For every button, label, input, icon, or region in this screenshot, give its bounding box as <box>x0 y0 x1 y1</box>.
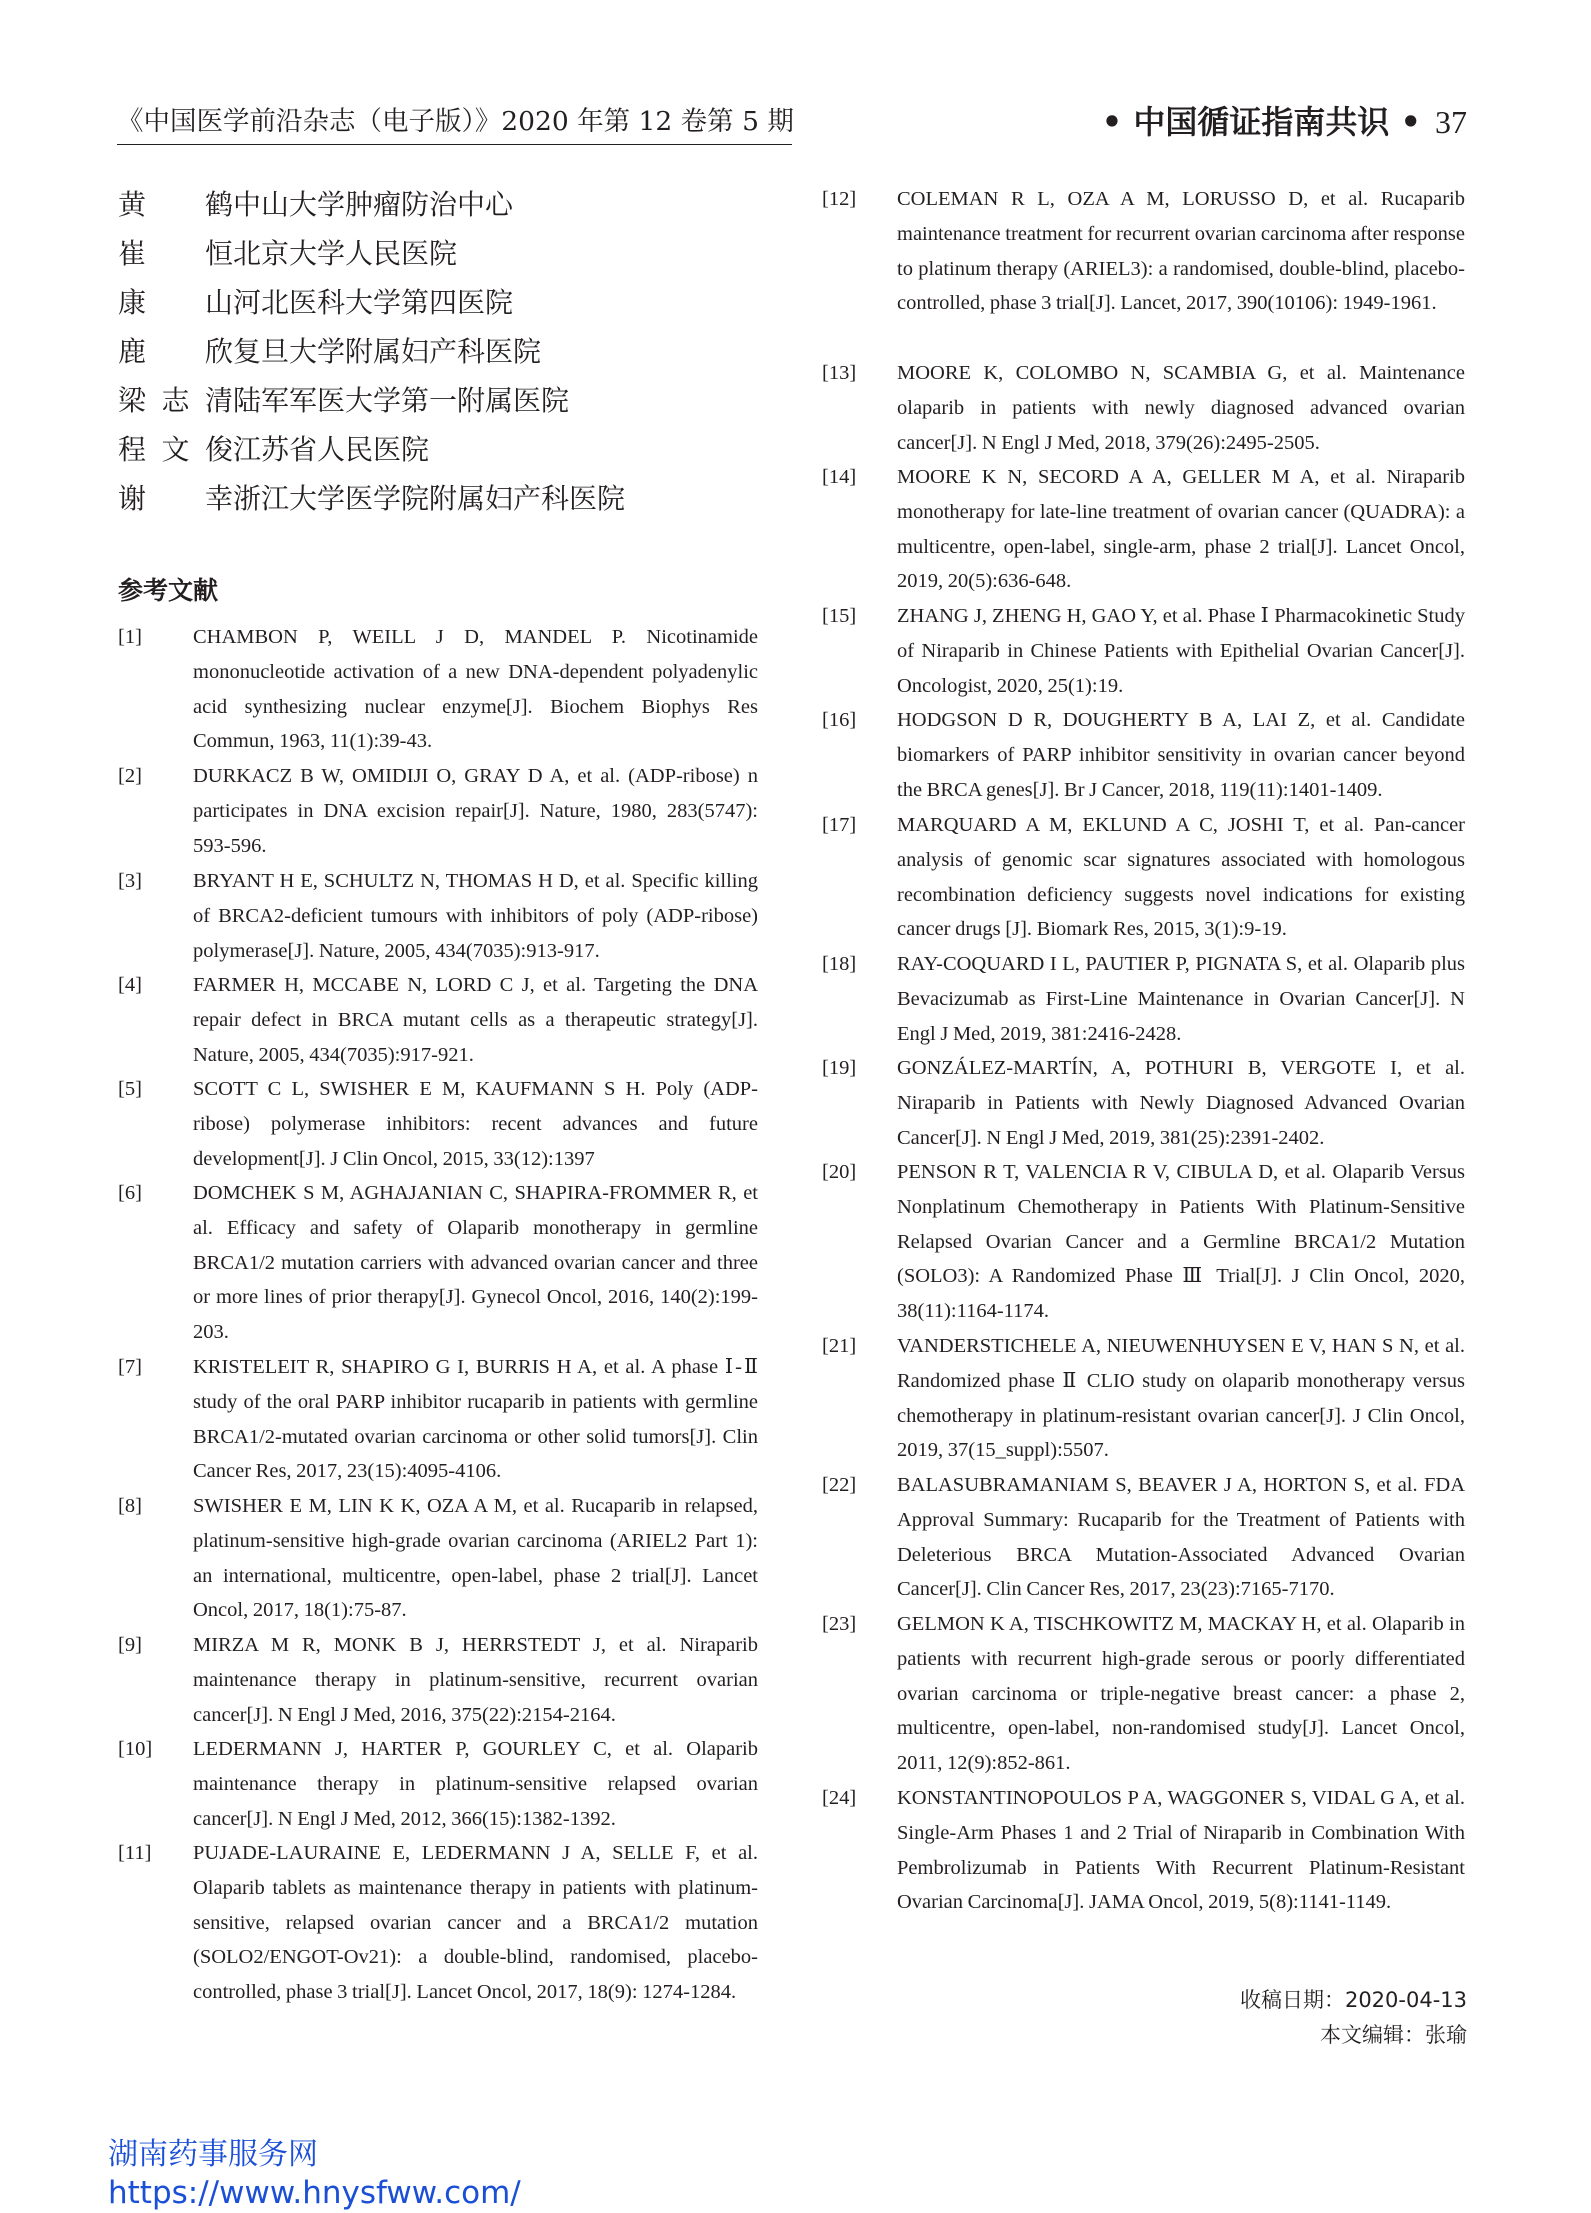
reference-number: [14] <box>822 466 857 488</box>
reference-item <box>822 947 1465 1051</box>
reference-item <box>118 1628 758 1732</box>
reference-item <box>822 808 1465 947</box>
reference-number: [6] <box>118 1182 142 1204</box>
reference-number: [7] <box>118 1356 142 1378</box>
reference-number: [23] <box>822 1613 857 1635</box>
reference-text: KRISTELEIT R, SHAPIRO G I, BURRIS H A, et al. A phase Ⅰ-Ⅱ study of the oral PARP inhibitor rucaparib in patients with germline BRCA1/2-mutated ovarian carcinoma or other solid tumors[J]. Clin Cancer Res, 2017, 23(15):4095-4106. <box>193 1356 758 1483</box>
reference-item <box>118 864 758 968</box>
reference-text: BRYANT H E, SCHULTZ N, THOMAS H D, et al. Specific killing of BRCA2-deficient tumours with inhibitors of poly (ADP-ribose) polymerase[J]. Nature, 2005, 434(7035):913-917. <box>193 870 758 962</box>
reference-number: [1] <box>118 626 142 648</box>
reference-item <box>118 1176 758 1350</box>
reference-text: KONSTANTINOPOULOS P A, WAGGONER S, VIDAL G A, et al. Single-Arm Phases 1 and 2 Trial of Niraparib in Combination With Pembrolizumab in Patients With Recurrent Platinum-Resistant Ovarian Carcinoma[J]. JAMA Oncol, 2019, 5(8):1141-1149. <box>897 1787 1465 1914</box>
reference-item <box>822 1155 1465 1329</box>
reference-item <box>822 460 1465 599</box>
reference-number: [17] <box>822 814 857 836</box>
section-title: • 中国循证指南共识 • <box>1101 103 1421 141</box>
reference-text: DOMCHEK S M, AGHAJANIAN C, SHAPIRA-FROMMER R, et al. Efficacy and safety of Olaparib monotherapy in germline BRCA1/2 mutation carriers with advanced ovarian cancer and three or more lines of prior therapy[J]. Gynecol Oncol, 2016, 140(2):199-203. <box>193 1182 758 1344</box>
reference-item <box>118 620 758 759</box>
author-row <box>118 474 778 523</box>
reference-item <box>118 1732 758 1836</box>
reference-number: [15] <box>822 605 857 627</box>
reference-text: PUJADE-LAURAINE E, LEDERMANN J A, SELLE F, et al. Olaparib tablets as maintenance therapy in patients with platinum-sensitive, relapsed ovarian cancer and a BRCA1/2 mutation (SOLO2/ENGOT-Ov21): a double-blind, randomised, placebo-controlled, phase 3 trial[J]. Lancet Oncol, 2017, 18(9): 1274-1284. <box>193 1842 758 2004</box>
author-row <box>118 229 778 278</box>
page-number: 37 <box>1435 104 1467 140</box>
author-affiliation: 中山大学肿瘤防治中心 <box>233 188 514 221</box>
author-row <box>118 376 778 425</box>
reference-item <box>118 759 758 863</box>
author-name: 谢 幸 <box>118 482 233 515</box>
author-row <box>118 327 778 376</box>
author-affiliation: 复旦大学附属妇产科医院 <box>233 335 542 368</box>
author-name: 梁志清 <box>118 384 233 417</box>
author-name: 康 山 <box>118 286 233 319</box>
reference-text: DURKACZ B W, OMIDIJI O, GRAY D A, et al. (ADP-ribose) n participates in DNA excision repair[J]. Nature, 1980, 283(5747): 593-596. <box>193 765 758 857</box>
reference-text: GONZÁLEZ-MARTÍN, A, POTHURI B, VERGOTE I, et al. Niraparib in Patients with Newly Diagnosed Advanced Ovarian Cancer[J]. N Engl J Med, 2019, 381(25):2391-2402. <box>897 1057 1465 1149</box>
author-affiliation: 浙江大学医学院附属妇产科医院 <box>233 482 626 515</box>
author-affiliation: 江苏省人民医院 <box>233 433 430 466</box>
references-heading: 参考文献 <box>118 576 219 605</box>
reference-number: [11] <box>118 1842 152 1864</box>
reference-item <box>118 1072 758 1176</box>
author-affiliation: 陆军军医大学第一附属医院 <box>233 384 570 417</box>
reference-text: LEDERMANN J, HARTER P, GOURLEY C, et al. Olaparib maintenance therapy in platinum-sensitive relapsed ovarian cancer[J]. N Engl J Med, 2012, 366(15):1382-1392. <box>193 1738 758 1830</box>
reference-number: [21] <box>822 1335 857 1357</box>
author-list <box>118 180 778 523</box>
reference-item <box>118 1836 758 2010</box>
reference-number: [18] <box>822 953 857 975</box>
received-date: 收稿日期：2020-04-13 <box>1239 1988 1467 2012</box>
reference-number: [9] <box>118 1634 142 1656</box>
reference-text: MIRZA M R, MONK B J, HERRSTEDT J, et al. Niraparib maintenance therapy in platinum-sensitive, recurrent ovarian cancer[J]. N Engl J Med, 2016, 375(22):2154-2164. <box>193 1634 758 1726</box>
reference-number: [3] <box>118 870 142 892</box>
reference-item <box>822 599 1465 703</box>
reference-text: BALASUBRAMANIAM S, BEAVER J A, HORTON S, et al. FDA Approval Summary: Rucaparib for the Treatment of Patients with Deleterious BRCA Mutation-Associated Advanced Ovarian Cancer[J]. Clin Cancer Res, 2017, 23(23):7165-7170. <box>897 1474 1465 1601</box>
reference-text: MOORE K N, SECORD A A, GELLER M A, et al. Niraparib monotherapy for late-line treatment of ovarian cancer (QUADRA): a multicentre, open-label, single-arm, phase 2 trial[J]. Lancet Oncol, 2019, 20(5):636-648. <box>897 466 1465 593</box>
editor-credit: 本文编辑：张瑜 <box>1320 2023 1467 2047</box>
reference-number: [20] <box>822 1161 857 1183</box>
author-name: 程文俊 <box>118 433 233 466</box>
reference-text: COLEMAN R L, OZA A M, LORUSSO D, et al. Rucaparib maintenance treatment for recurrent ovarian carcinoma after response to platinum therapy (ARIEL3): a randomised, double-blind, placebo-controlled, phase 3 trial[J]. Lancet, 2017, 390(10106): 1949-1961. <box>897 188 1465 315</box>
reference-text: ZHANG J, ZHENG H, GAO Y, et al. Phase Ⅰ Pharmacokinetic Study of Niraparib in Chinese Patients with Epithelial Ovarian Cancer[J]. Oncologist, 2020, 25(1):19. <box>897 605 1465 697</box>
reference-number: [2] <box>118 765 142 787</box>
reference-item <box>118 1350 758 1489</box>
author-row <box>118 425 778 474</box>
author-row <box>118 180 778 229</box>
watermark-site-name: 湖南药事服务网 <box>108 2137 318 2172</box>
reference-number: [13] <box>822 362 857 384</box>
reference-item <box>822 1051 1465 1155</box>
reference-number: [19] <box>822 1057 857 1079</box>
reference-text: FARMER H, MCCABE N, LORD C J, et al. Targeting the DNA repair defect in BRCA mutant cells as a therapeutic strategy[J]. Nature, 2005, 434(7035):917-921. <box>193 974 758 1066</box>
author-name: 鹿 欣 <box>118 335 233 368</box>
author-affiliation: 北京大学人民医院 <box>233 237 458 270</box>
reference-text: GELMON K A, TISCHKOWITZ M, MACKAY H, et al. Olaparib in patients with recurrent high-grade serous or poorly differentiated ovarian carcinoma or triple-negative breast cancer: a phase 2, multicentre, open-label, non-randomised study[J]. Lancet Oncol, 2011, 12(9):852-861. <box>897 1613 1465 1775</box>
reference-item <box>118 968 758 1072</box>
reference-number: [4] <box>118 974 142 996</box>
reference-number: [22] <box>822 1474 857 1496</box>
reference-number: [5] <box>118 1078 142 1100</box>
reference-item <box>118 1489 758 1628</box>
reference-number: [16] <box>822 709 857 731</box>
reference-item <box>822 1329 1465 1468</box>
reference-text: SCOTT C L, SWISHER E M, KAUFMANN S H. Poly (ADP-ribose) polymerase inhibitors: recent advances and future development[J]. J Clin Oncol, 2015, 33(12):1397 <box>193 1078 758 1170</box>
journal-header: 《中国医学前沿杂志（电子版）》2020 年第 12 卷第 5 期 <box>117 102 792 145</box>
reference-item <box>822 356 1465 460</box>
reference-item <box>822 182 1465 321</box>
reference-text: SWISHER E M, LIN K K, OZA A M, et al. Rucaparib in relapsed, platinum-sensitive high-grade ovarian carcinoma (ARIEL2 Part 1): an international, multicentre, open-label, phase 2 trial[J]. Lancet Oncol, 2017, 18(1):75-87. <box>193 1495 758 1622</box>
reference-number: [10] <box>118 1738 153 1760</box>
reference-text: MARQUARD A M, EKLUND A C, JOSHI T, et al. Pan-cancer analysis of genomic scar signatures associated with homologous recombination deficiency suggests novel indications for existing cancer drugs [J]. Biomark Res, 2015, 3(1):9-19. <box>897 814 1465 941</box>
watermark-url[interactable]: https://www.hnysfww.com/ <box>108 2175 521 2211</box>
reference-text: PENSON R T, VALENCIA R V, CIBULA D, et al. Olaparib Versus Nonplatinum Chemotherapy in Patients With Platinum-Sensitive Relapsed Ovarian Cancer and a Germline BRCA1/2 Mutation (SOLO3): A Randomized Phase Ⅲ Trial[J]. J Clin Oncol, 2020, 38(11):1164-1174. <box>897 1161 1465 1323</box>
author-affiliation: 河北医科大学第四医院 <box>233 286 514 319</box>
reference-text: HODGSON D R, DOUGHERTY B A, LAI Z, et al. Candidate biomarkers of PARP inhibitor sensitivity in ovarian cancer beyond the BRCA genes[J]. Br J Cancer, 2018, 119(11):1401-1409. <box>897 709 1465 801</box>
reference-number: [8] <box>118 1495 142 1517</box>
reference-text: VANDERSTICHELE A, NIEUWENHUYSEN E V, HAN S N, et al. Randomized phase Ⅱ CLIO study on olaparib monotherapy versus chemotherapy in platinum-resistant ovarian cancer[J]. J Clin Oncol, 2019, 37(15_suppl):5507. <box>897 1335 1465 1462</box>
reference-number: [12] <box>822 188 857 210</box>
section-header <box>1102 102 1467 142</box>
reference-item <box>822 703 1465 807</box>
reference-text: RAY-COQUARD I L, PAUTIER P, PIGNATA S, et al. Olaparib plus Bevacizumab as First-Line Maintenance in Ovarian Cancer[J]. N Engl J Med, 2019, 381:2416-2428. <box>897 953 1465 1045</box>
author-name: 黄 鹤 <box>118 188 233 221</box>
reference-item <box>822 1468 1465 1607</box>
reference-number: [24] <box>822 1787 857 1809</box>
author-name: 崔 恒 <box>118 237 233 270</box>
site-watermark <box>108 2136 521 2212</box>
reference-text: MOORE K, COLOMBO N, SCAMBIA G, et al. Maintenance olaparib in patients with newly diagnosed advanced ovarian cancer[J]. N Engl J Med, 2018, 379(26):2495-2505. <box>897 362 1465 454</box>
reference-text: CHAMBON P, WEILL J D, MANDEL P. Nicotinamide mononucleotide activation of a new DNA-dependent polyadenylic acid synthesizing nuclear enzyme[J]. Biochem Biophys Res Commun, 1963, 11(1):39-43. <box>193 626 758 753</box>
author-row <box>118 278 778 327</box>
reference-item <box>822 1781 1465 1920</box>
reference-item <box>822 1607 1465 1781</box>
manuscript-info <box>1240 1983 1467 2053</box>
